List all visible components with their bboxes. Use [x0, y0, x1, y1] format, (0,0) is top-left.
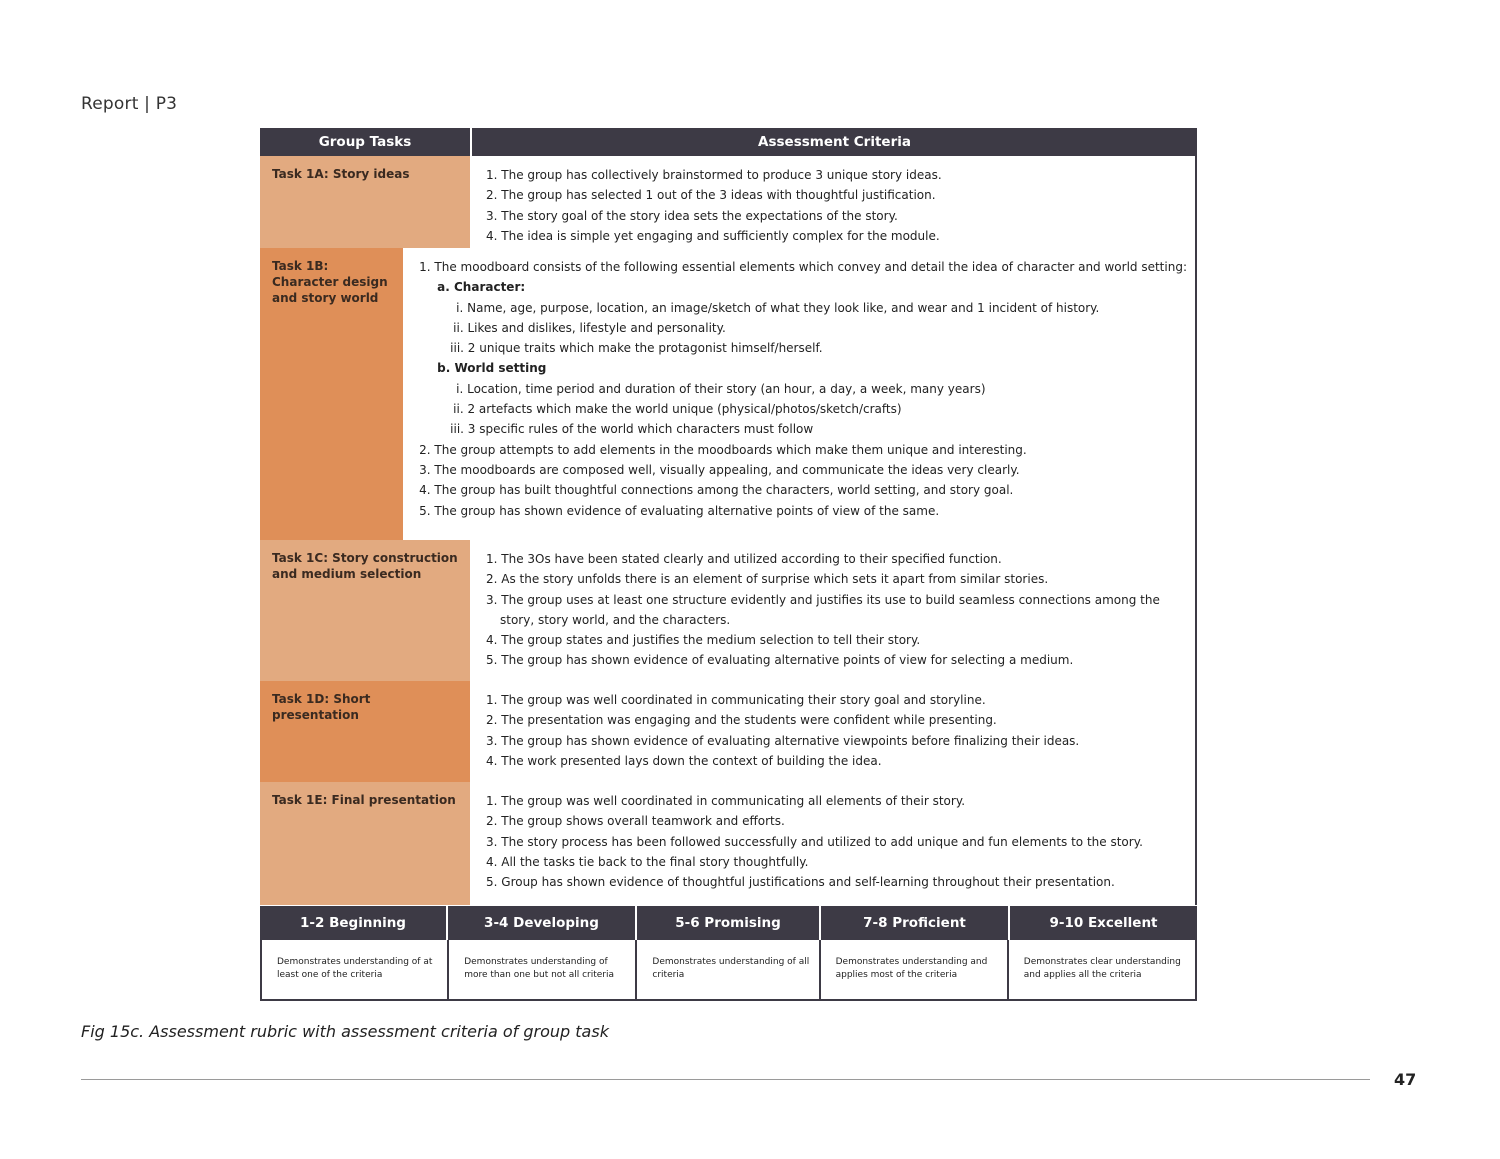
criteria-item: 3. The group has shown evidence of evaluating alternative viewpoints before finalizing their ideas.	[486, 733, 1080, 748]
scale-desc-excellent: Demonstrates clear understanding and applies all the criteria	[1023, 957, 1181, 980]
footer-divider	[81, 1079, 1370, 1080]
criteria-item: 4. The group states and justifies the medium selection to tell their story.	[486, 633, 921, 648]
criteria-item: 2. As the story unfolds there is an element of surprise which sets it apart from similar stories.	[486, 572, 1049, 587]
table-row	[260, 248, 1197, 540]
criteria-item: 1. The moodboard consists of the following essential elements which convey and detail the idea of character and world setting:	[419, 260, 1187, 274]
criteria-item: 3. The group uses at least one structure evidently and justifies its use to build seamless connections among the story, story world, and the characters.	[486, 592, 1160, 627]
criteria-item: 1. The group was well coordinated in communicating their story goal and storyline.	[486, 693, 986, 707]
table-row	[260, 681, 1197, 782]
scale-level-beginning: 1-2 Beginning	[260, 906, 448, 940]
scale-desc-developing: Demonstrates understanding of more than one but not all criteria	[449, 940, 637, 999]
criteria-subheading: a. Character:	[437, 280, 526, 295]
assessment-rubric-table	[260, 128, 1197, 905]
task-label: Task 1D: Short presentation	[260, 681, 470, 782]
criteria-subitem: iii. 2 unique traits which make the protagonist himself/herself.	[450, 341, 823, 356]
task-label: Task 1A: Story ideas	[260, 156, 470, 248]
scale-desc-promising: Demonstrates understanding of all criteria	[637, 940, 820, 999]
criteria-subitem: ii. 2 artefacts which make the world unique (physical/photos/sketch/crafts)	[453, 402, 902, 417]
criteria-item: 5. The group has shown evidence of evaluating alternative points of view of the same.	[419, 503, 940, 518]
table-row	[260, 540, 1197, 681]
criteria-item: 4. The idea is simple yet engaging and sufficiently complex for the module.	[486, 228, 940, 243]
criteria-cell	[470, 540, 1197, 681]
scale-level-excellent: 9-10 Excellent	[1049, 915, 1158, 931]
task-label: Task 1B: Character design and story world	[260, 248, 403, 540]
scale-level-proficient: 7-8 Proficient	[821, 906, 1010, 940]
criteria-item: 1. The group has collectively brainstormed to produce 3 unique story ideas.	[486, 168, 942, 182]
criteria-cell	[470, 681, 1197, 782]
criteria-item: 2. The presentation was engaging and the students were confident while presenting.	[486, 713, 997, 728]
table-header	[260, 128, 1197, 156]
criteria-item: 4. The work presented lays down the context of building the idea.	[486, 753, 882, 768]
table-row	[260, 156, 1197, 248]
criteria-subheading: b. World setting	[437, 361, 547, 376]
criteria-item: 2. The group attempts to add elements in the moodboards which make them unique and interesting.	[419, 442, 1027, 457]
grading-scale-header	[260, 906, 1197, 940]
page-number: 47	[1394, 1070, 1417, 1089]
criteria-subitem: iii. 3 specific rules of the world which characters must follow	[450, 422, 814, 437]
scale-desc-beginning: Demonstrates understanding of at least one of the criteria	[262, 940, 449, 999]
criteria-item: 3. The moodboards are composed well, visually appealing, and communicate the ideas very clearly.	[419, 462, 1020, 477]
criteria-cell	[403, 248, 1197, 540]
criteria-item: 3. The story process has been followed successfully and utilized to add unique and fun elements to the story.	[486, 834, 1143, 849]
column-header-assessment-criteria: Assessment Criteria	[758, 134, 911, 150]
table-row	[260, 782, 1197, 905]
scale-level-promising: 5-6 Promising	[637, 906, 821, 940]
criteria-item: 5. Group has shown evidence of thoughtful justifications and self-learning throughout their presentation.	[486, 875, 1115, 890]
criteria-item: 2. The group shows overall teamwork and efforts.	[486, 814, 785, 829]
criteria-subitem: i. Location, time period and duration of their story (an hour, a day, a week, many years)	[456, 381, 986, 396]
grading-scale	[260, 906, 1197, 1001]
scale-desc-proficient: Demonstrates understanding and applies most of the criteria	[821, 940, 1009, 999]
criteria-item: 3. The story goal of the story idea sets the expectations of the story.	[486, 208, 898, 223]
report-header-label: Report | P3	[81, 94, 178, 114]
task-label: Task 1C: Story construction and medium selection	[260, 540, 470, 681]
criteria-cell	[470, 156, 1197, 248]
grading-scale-descriptions	[260, 940, 1197, 1001]
criteria-item: 5. The group has shown evidence of evaluating alternative points of view for selecting a medium.	[486, 653, 1074, 668]
criteria-subitem: ii. Likes and dislikes, lifestyle and personality.	[453, 320, 726, 335]
criteria-item: 2. The group has selected 1 out of the 3 ideas with thoughtful justification.	[486, 188, 936, 203]
figure-caption: Fig 15c. Assessment rubric with assessment criteria of group task	[81, 1022, 609, 1041]
task-label: Task 1E: Final presentation	[260, 782, 470, 905]
column-header-group-tasks: Group Tasks	[260, 128, 472, 156]
scale-level-developing: 3-4 Developing	[448, 906, 637, 940]
criteria-item: 1. The group was well coordinated in communicating all elements of their story.	[486, 794, 966, 808]
criteria-cell	[470, 782, 1197, 905]
criteria-item: 1. The 3Os have been stated clearly and utilized according to their specified function.	[486, 552, 1002, 566]
criteria-item: 4. All the tasks tie back to the final story thoughtfully.	[486, 854, 809, 869]
criteria-item: 4. The group has built thoughtful connections among the characters, world setting, and story goal.	[419, 483, 1014, 498]
criteria-subitem: i. Name, age, purpose, location, an image/sketch of what they look like, and wear and 1 incident of history.	[456, 300, 1100, 315]
